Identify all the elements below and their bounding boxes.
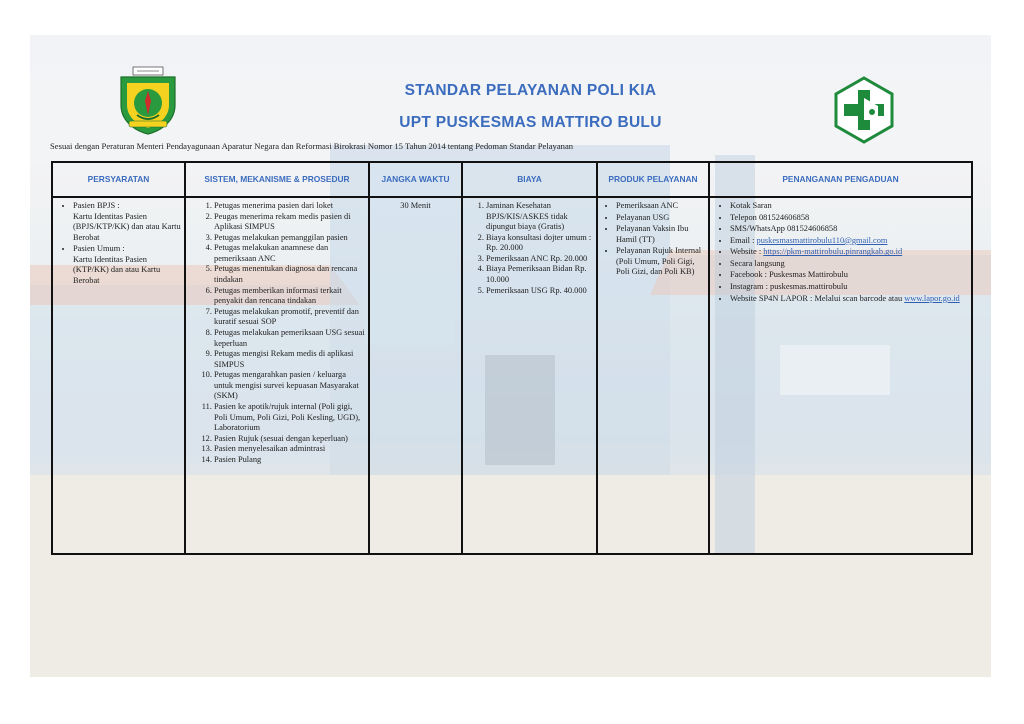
page-subtitle: UPT PUSKESMAS MATTIRO BULU xyxy=(399,114,662,131)
requirement-label: Pasien BPJS : xyxy=(73,201,120,210)
requirement-detail: Kartu Identitas Pasien (KTP/KK) dan atau Kartu Berobat xyxy=(73,254,161,286)
list-item: 1. Petugas menerima pasien dari loket xyxy=(214,201,365,212)
header-produk: PRODUK PELAYANAN xyxy=(597,162,709,197)
list-item: • Pelayanan Rujuk Internal (Poli Umum, Poli Gigi, Poli Gizi, dan Poli KB) xyxy=(616,246,705,278)
list-item: 11. Pasien ke apotik/rujuk internal (Poli gigi, Poli Umum, Poli Gizi, Poli Kesling, UGD), Laboratorium xyxy=(214,402,365,434)
list-item xyxy=(73,201,181,243)
list-item: 5. Pemeriksaan USG Rp. 40.000 xyxy=(486,286,593,297)
header-sistem: SISTEM, MEKANISME & PROSEDUR xyxy=(185,162,369,197)
list-item: • Facebook : Puskesmas Mattirobulu xyxy=(730,270,968,281)
poster xyxy=(30,35,991,677)
header-pengaduan: PENANGANAN PENGADUAN xyxy=(709,162,972,197)
jangka-waktu-cell xyxy=(369,197,462,554)
header-biaya: BIAYA xyxy=(462,162,597,197)
list-item xyxy=(730,294,968,305)
list-item: 2. Biaya konsultasi dojter umum : Rp. 20.000 xyxy=(486,233,593,254)
list-item: 4. Petugas melakukan anamnese dan pemeriksaan ANC xyxy=(214,243,365,264)
website-link[interactable]: https://pkm-mattirobulu.pinrangkab.go.id xyxy=(763,247,903,257)
list-item: 3. Petugas melakukan pemanggilan pasien xyxy=(214,233,365,244)
list-item: • Telepon 081524606858 xyxy=(730,213,968,224)
persyaratan-cell xyxy=(52,197,185,554)
list-item: • Pelayanan USG xyxy=(616,213,705,224)
email-link[interactable]: puskesmasmattirobulu110@gmail.com xyxy=(756,235,888,245)
list-item: • Secara langsung xyxy=(730,259,968,270)
list-item: 14. Pasien Pulang xyxy=(214,455,365,466)
list-item: • Pelayanan Vaksin Ibu Hamil (TT) xyxy=(616,224,705,245)
sistem-cell xyxy=(185,197,369,554)
list-item: 5. Petugas menentukan diagnosa dan rencana tindakan xyxy=(214,264,365,285)
list-item: 13. Pasien menyelesaikan admintrasi xyxy=(214,444,365,455)
header-persyaratan: PERSYARATAN xyxy=(52,162,185,197)
lapor-label: Website SP4N LAPOR : Melalui scan barcode atau xyxy=(730,293,905,303)
biaya-cell xyxy=(462,197,597,554)
service-standard-table xyxy=(51,161,973,555)
list-item: 8. Petugas melakukan pemeriksaan USG sesuai keperluan xyxy=(214,328,365,349)
duration-value: 30 Menit xyxy=(400,201,431,210)
requirement-label: Pasien Umum : xyxy=(73,244,125,254)
table-header-row xyxy=(52,162,972,197)
list-item: 1. Jaminan Kesehatan BPJS/KIS/ASKES tidak dipungut biaya (Gratis) xyxy=(486,201,593,233)
list-item: • Pemeriksaan ANC xyxy=(616,201,705,212)
list-item: 7. Petugas melakukan promotif, preventif dan kuratif sesuai SOP xyxy=(214,307,365,328)
website-label: Website : xyxy=(730,247,764,257)
table-body-row xyxy=(52,197,972,554)
list-item: 6. Petugas memberikan informasi terkait penyakit dan rencana tindakan xyxy=(214,286,365,307)
email-label: Email : xyxy=(730,235,757,245)
pengaduan-cell xyxy=(709,197,972,554)
list-item: • SMS/WhatsApp 081524606858 xyxy=(730,224,968,235)
list-item: 4. Biaya Pemeriksaan Bidan Rp. 10.000 xyxy=(486,264,593,285)
list-item: 3. Pemeriksaan ANC Rp. 20.000 xyxy=(486,254,593,265)
list-item: 9. Petugas mengisi Rekam medis di aplikasi SIMPUS xyxy=(214,349,365,370)
produk-cell xyxy=(597,197,709,554)
list-item: • Kotak Saran xyxy=(730,201,968,212)
header-jangka-waktu: JANGKA WAKTU xyxy=(369,162,462,197)
page-title: STANDAR PELAYANAN POLI KIA xyxy=(404,82,657,99)
list-item: 12. Pasien Rujuk (sesuai dengan keperluan) xyxy=(214,434,365,445)
list-item xyxy=(73,244,181,286)
requirement-detail: Kartu Identitas Pasien (BPJS/KTP/KK) dan atau Kartu Berobat xyxy=(73,211,181,242)
list-item: 2. Peugas menerima rekam medis pasien di Aplikasi SIMPUS xyxy=(214,212,365,233)
list-item xyxy=(730,236,968,247)
lapor-link[interactable]: www.lapor.go.id xyxy=(904,293,960,303)
list-item: 10. Petugas mengarahkan pasien / keluarga untuk mengisi survei kepuasan Masyarakat (SKM) xyxy=(214,370,365,402)
list-item: • Instagram : puskesmas.mattirobulu xyxy=(730,282,968,293)
list-item xyxy=(730,247,968,258)
regulation-note: Sesuai dengan Peraturan Menteri Pendayagunaan Aparatur Negara dan Reformasi Birokrasi Nomor 15 Tahun 2014 tentang Pedoman Standar Pelayanan xyxy=(50,141,574,151)
